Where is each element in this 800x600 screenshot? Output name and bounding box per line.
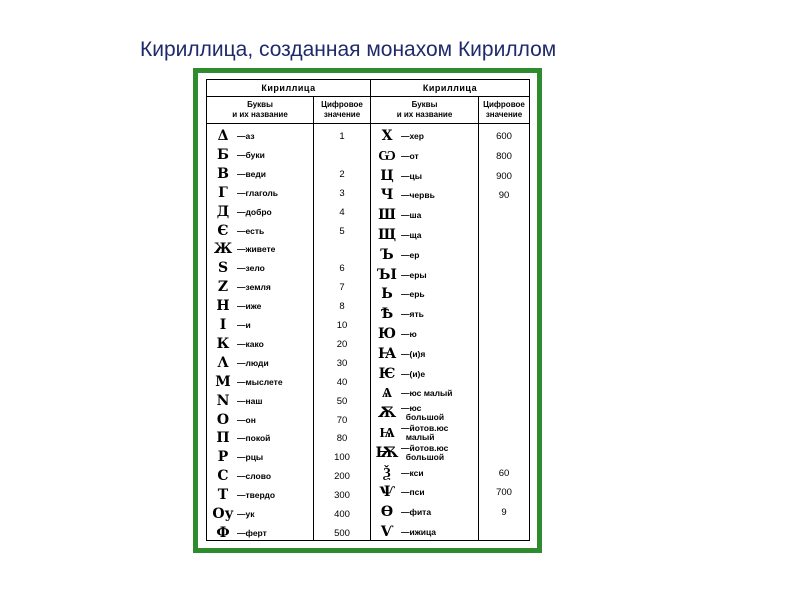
letter-name: —ферт [237,527,267,538]
letter-glyph: Ꙗ [377,345,397,362]
numeric-value: 20 [336,338,348,350]
letter-name: —веди [237,168,266,179]
letter-row [371,444,529,463]
numeric-value: 4 [339,206,345,218]
left-column-headers [207,97,370,124]
letter-row [207,259,370,278]
letter-row [371,404,529,423]
letter-name: —ижица [401,527,437,537]
letter-name: —есть [237,225,265,236]
letter-glyph: Ѩ [379,425,395,441]
numeric-value: 7 [339,282,345,294]
numeric-value: 900 [496,170,512,182]
letter-name: —(и)е [401,368,426,379]
letter-row [207,524,370,543]
letter-row [207,127,370,146]
letter-name: —буки [237,149,265,160]
right-caption: Кириллица [371,80,529,97]
right-column-headers [371,97,529,124]
numeric-value: 400 [334,509,350,520]
letter-glyph: Р [217,449,229,466]
letter-glyph: П [216,430,230,447]
letter-glyph: Б [217,146,229,163]
numeric-value: 600 [496,131,512,142]
letter-row [371,424,529,443]
letter-row [371,384,529,403]
letter-name: —пси [401,487,425,498]
letter-row [371,206,529,225]
table-frame [193,68,542,553]
letter-name: —ерь [401,289,425,300]
numeric-value: 100 [334,452,350,464]
letter-row [371,325,529,344]
numeric-value: 800 [496,150,512,162]
letter-name: —хер [401,131,424,141]
letter-row [207,392,370,411]
numeric-value: 3 [339,187,345,199]
letter-glyph: Ѡ [378,147,396,164]
letter-row [371,127,529,146]
letter-glyph: Г [218,184,228,201]
letter-row [207,486,370,505]
numeric-value: 60 [498,467,510,479]
letter-name: —зело [237,263,265,274]
numeric-value: 500 [334,527,350,539]
letter-row [371,167,529,186]
letter-glyph: Т [217,487,229,504]
letter-row [371,464,529,483]
letter-name: —он [237,414,256,425]
letter-glyph: Н [216,298,230,315]
letter-row [207,448,370,467]
letter-name: —ер [401,249,420,260]
letter-glyph: Оу [212,506,234,522]
letter-row [371,483,529,502]
letter-glyph: Ѣ [380,306,394,323]
letter-name: —покой [237,433,271,444]
letter-glyph: Ѫ [377,405,397,422]
letter-glyph: Δ [217,128,229,144]
letter-row [207,429,370,448]
letter-glyph: Ѵ [380,524,394,540]
letter-name: —червь [401,190,435,201]
letter-name: —мыслете [237,376,283,387]
numeric-value: 5 [339,225,345,237]
letter-glyph: Є [217,222,229,239]
right-rows [371,124,529,540]
numeric-value: 200 [334,471,350,483]
letter-name: —кси [401,467,424,478]
letter-row [207,203,370,222]
letter-name: —(и)я [401,348,426,359]
letter-glyph: Ѕ [217,260,229,277]
letter-name: —земля [237,282,271,293]
left-letters-header: Буквы и их название [232,100,288,119]
table-left-half [207,80,371,540]
letter-glyph: Ч [380,187,394,204]
letter-glyph: І [219,317,227,333]
left-value-header: Цифровое значение [313,97,370,123]
letter-glyph: Ш [378,207,396,224]
letter-glyph: Ъ [380,246,394,263]
right-letters-header: Буквы и их название [396,100,453,119]
letter-glyph: М [215,373,231,390]
letter-glyph: Х [381,128,393,144]
letter-row [371,365,529,384]
left-caption: Кириллица [207,80,370,97]
letter-name: —юс малый [401,388,453,399]
letter-name: —како [237,338,264,349]
numeric-value: 300 [334,490,350,502]
table-sheet [198,73,537,548]
letter-name: —ук [237,509,255,519]
numeric-value: 6 [339,263,345,275]
letter-name: —цы [401,170,422,181]
letter-row [207,184,370,203]
letter-row [207,297,370,316]
letter-name: —ща [401,230,422,240]
numeric-value: 40 [336,376,348,388]
letter-glyph: ЪІ [377,266,397,283]
letter-glyph: Ѧ [381,385,393,402]
letter-glyph: В [217,165,229,182]
letter-row [371,523,529,542]
letter-row [371,246,529,265]
letter-row [207,354,370,373]
numeric-value: 30 [336,357,348,369]
letter-name: —от [401,150,419,161]
letter-name: —ять [401,309,424,320]
letter-row [371,186,529,205]
letter-name: —йотов.юс большой [401,442,449,462]
letter-row [207,165,370,184]
letter-name: —твердо [237,490,276,501]
letter-glyph: О [216,411,230,428]
numeric-value: 10 [336,320,348,331]
cyrillic-table [206,79,530,541]
letter-name: —йотов.юс малый [401,423,449,442]
letter-glyph: Ѱ [379,484,395,501]
numeric-value: 9 [501,507,507,519]
letter-row [207,278,370,297]
letter-name: —фита [401,507,432,518]
slide-title: Кириллица, созданная монахом Кириллом [140,38,557,61]
letter-glyph: Z [217,279,229,296]
letter-glyph: Ь [381,286,393,303]
letter-name: —глаголь [237,187,278,198]
letter-name: —живете [237,244,276,255]
letter-glyph: Ѯ [383,464,391,481]
numeric-value: 80 [336,433,348,445]
letter-row [207,335,370,354]
letter-row [371,503,529,522]
letter-name: —ша [401,210,422,221]
letter-row [207,316,370,335]
letter-row [371,285,529,304]
letter-glyph: Д [216,203,230,220]
numeric-value: 700 [496,487,512,499]
letter-glyph: Ж [213,241,233,258]
letter-name: —иже [237,301,262,312]
letter-glyph: Ѳ [380,504,394,521]
letter-glyph: Щ [377,227,397,243]
letter-name: —ю [401,329,417,339]
letter-row [371,305,529,324]
numeric-value: 1 [339,131,345,142]
letter-name: —добро [237,206,272,217]
letter-row [371,266,529,285]
letter-glyph: К [216,335,230,352]
letter-name: —аз [237,131,255,141]
letter-row [371,226,529,245]
letter-name: —наш [237,395,263,406]
letter-name: —рцы [237,452,264,463]
letter-name: —люди [237,357,269,368]
letter-glyph: Λ [217,354,229,371]
numeric-value: 8 [339,301,345,313]
letter-row [371,345,529,364]
letter-glyph: N [216,392,230,409]
numeric-value: 2 [339,168,345,180]
letter-glyph: Ц [380,167,394,184]
left-rows [207,124,370,540]
letter-row [207,373,370,392]
letter-glyph: Ѭ [375,444,399,461]
numeric-value: 90 [498,190,510,202]
letter-glyph: Ю [377,326,397,342]
letter-name: —слово [237,471,272,482]
letter-name: —и [237,320,251,330]
letter-row [207,240,370,259]
letter-row [207,222,370,241]
letter-row [207,146,370,165]
letter-name: —еры [401,269,427,280]
letter-row [207,505,370,524]
letter-row [207,467,370,486]
letter-glyph: С [217,468,229,485]
letter-glyph: Ф [216,524,230,541]
numeric-value: 50 [336,395,348,407]
letter-glyph: Ѥ [378,365,396,382]
letter-name: —юс большой [401,403,445,423]
numeric-value: 70 [336,414,348,426]
table-right-half [371,80,529,540]
right-value-header: Цифровое значение [478,97,529,123]
letter-row [207,411,370,430]
letter-row [371,147,529,166]
